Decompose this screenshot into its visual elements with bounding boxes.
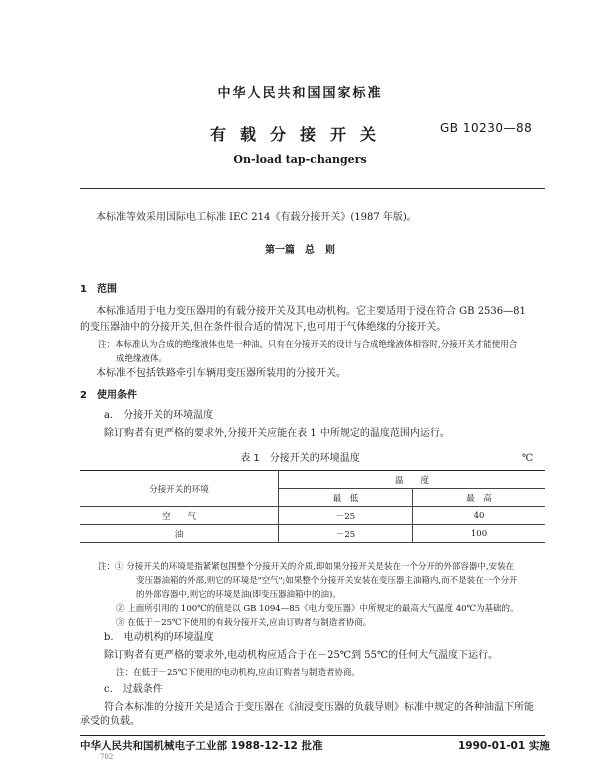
table-row [80,525,545,543]
page-number: 702 [100,753,114,761]
header-environment: 分接开关的环境 [80,471,279,507]
section-1-note-line1: 注：本标准认为合成的绝缘液体也是一种油。只有在分接开关的设计与合成绝缘液体相容时,分接开关才能使用合 [98,340,518,350]
part-heading: 第一篇 总 则 [265,245,335,256]
footer-issuer: 中华人民共和国机械电子工业部 1988-12-12 批准 [80,740,323,752]
subsection-a-text: 除订购者有更严格的要求外,分接开关应能在表 1 中所规定的温度范围内运行。 [104,428,450,439]
section-1-heading: 1 范围 [80,284,117,295]
header-divider [80,188,545,189]
standard-code: GB 10230—88 [440,121,533,135]
table-1-caption: 表 1 分接开关的环境温度 [240,453,360,464]
header-temperature: 温 度 [279,471,546,489]
subsection-b-text: 除订购者有更严格的要求外,电动机构应适合于在－25℃到 55℃的任何大气温度下运行。 [104,650,499,661]
section-1-para-line1: 本标准适用于电力变压器用的有载分接开关及其电动机构。它主要适用于浸在符合 GB 2536—81 [96,306,526,317]
subsection-c-line2: 承受的负载。 [80,716,140,727]
intro-text: 本标准等效采用国际电工标准 IEC 214《有载分接开关》(1987 年版)。 [96,212,417,223]
table-1-unit: ℃ [522,453,534,464]
standard-org-heading: 中华人民共和国国家标准 [217,86,383,101]
section-1-para-line2: 的变压器油中的分接开关,但在条件很合适的情况下,也可用于气体绝缘的分接开关。 [80,322,447,333]
table-note-1-line1: 注：① 分接开关的环境是指紧紧包围整个分接开关的介质,即如果分接开关是装在一个分开的外部容器中,安装在 [98,562,515,572]
table-note-3: ③ 在低于－25℃下使用的有载分接开关,应由订购者与制造者协商。 [116,618,372,628]
subsection-b-note: 注：在低于－25℃下使用的电动机构,应由订购者与制造者协商。 [116,668,361,678]
subsection-b-heading: b. 电动机构的环境温度 [104,632,214,643]
cell-max: 40 [413,507,546,525]
subsection-a-heading: a. 分接开关的环境温度 [104,410,214,421]
cell-env: 油 [80,525,279,543]
document-title-en: On-load tap-changers [233,153,367,166]
section-1-para2: 本标准不包括铁路牵引车辆用变压器所装用的分接开关。 [96,368,346,379]
table-note-1-line3: 的外部容器中,则它的环境是油(即变压器油箱中的油)。 [136,590,341,600]
table-note-2: ② 上面所引用的 100℃的值是以 GB 1094—85《电力变压器》中所规定的最高大气温度 40℃为基础的。 [116,604,519,614]
subsection-c-line1: 符合本标准的分接开关是适合于变压器在《油浸变压器的负载导则》标准中规定的各种油温下所能 [104,702,534,713]
footer-divider [80,735,545,736]
table-header-row [80,471,545,489]
cell-min: －25 [279,507,413,525]
cell-env: 空 气 [80,507,279,525]
section-2-heading: 2 使用条件 [80,390,137,401]
table-row [80,507,545,525]
cell-min: －25 [279,525,413,543]
document-title-cn: 有载分接开关 [209,125,390,144]
cell-max: 100 [413,525,546,543]
footer-effective-date: 1990-01-01 实施 [458,740,550,752]
ambient-temperature-table [80,470,545,543]
header-min: 最 低 [279,489,413,507]
table-note-1-line2: 变压器油箱的外部,则它的环境是"空气";如果整个分接开关安装在变压器主油箱内,而不是装在一个分开 [136,576,518,586]
header-max: 最 高 [413,489,546,507]
subsection-c-heading: c. 过载条件 [104,684,163,695]
section-1-note-line2: 成绝缘液体。 [116,354,168,364]
